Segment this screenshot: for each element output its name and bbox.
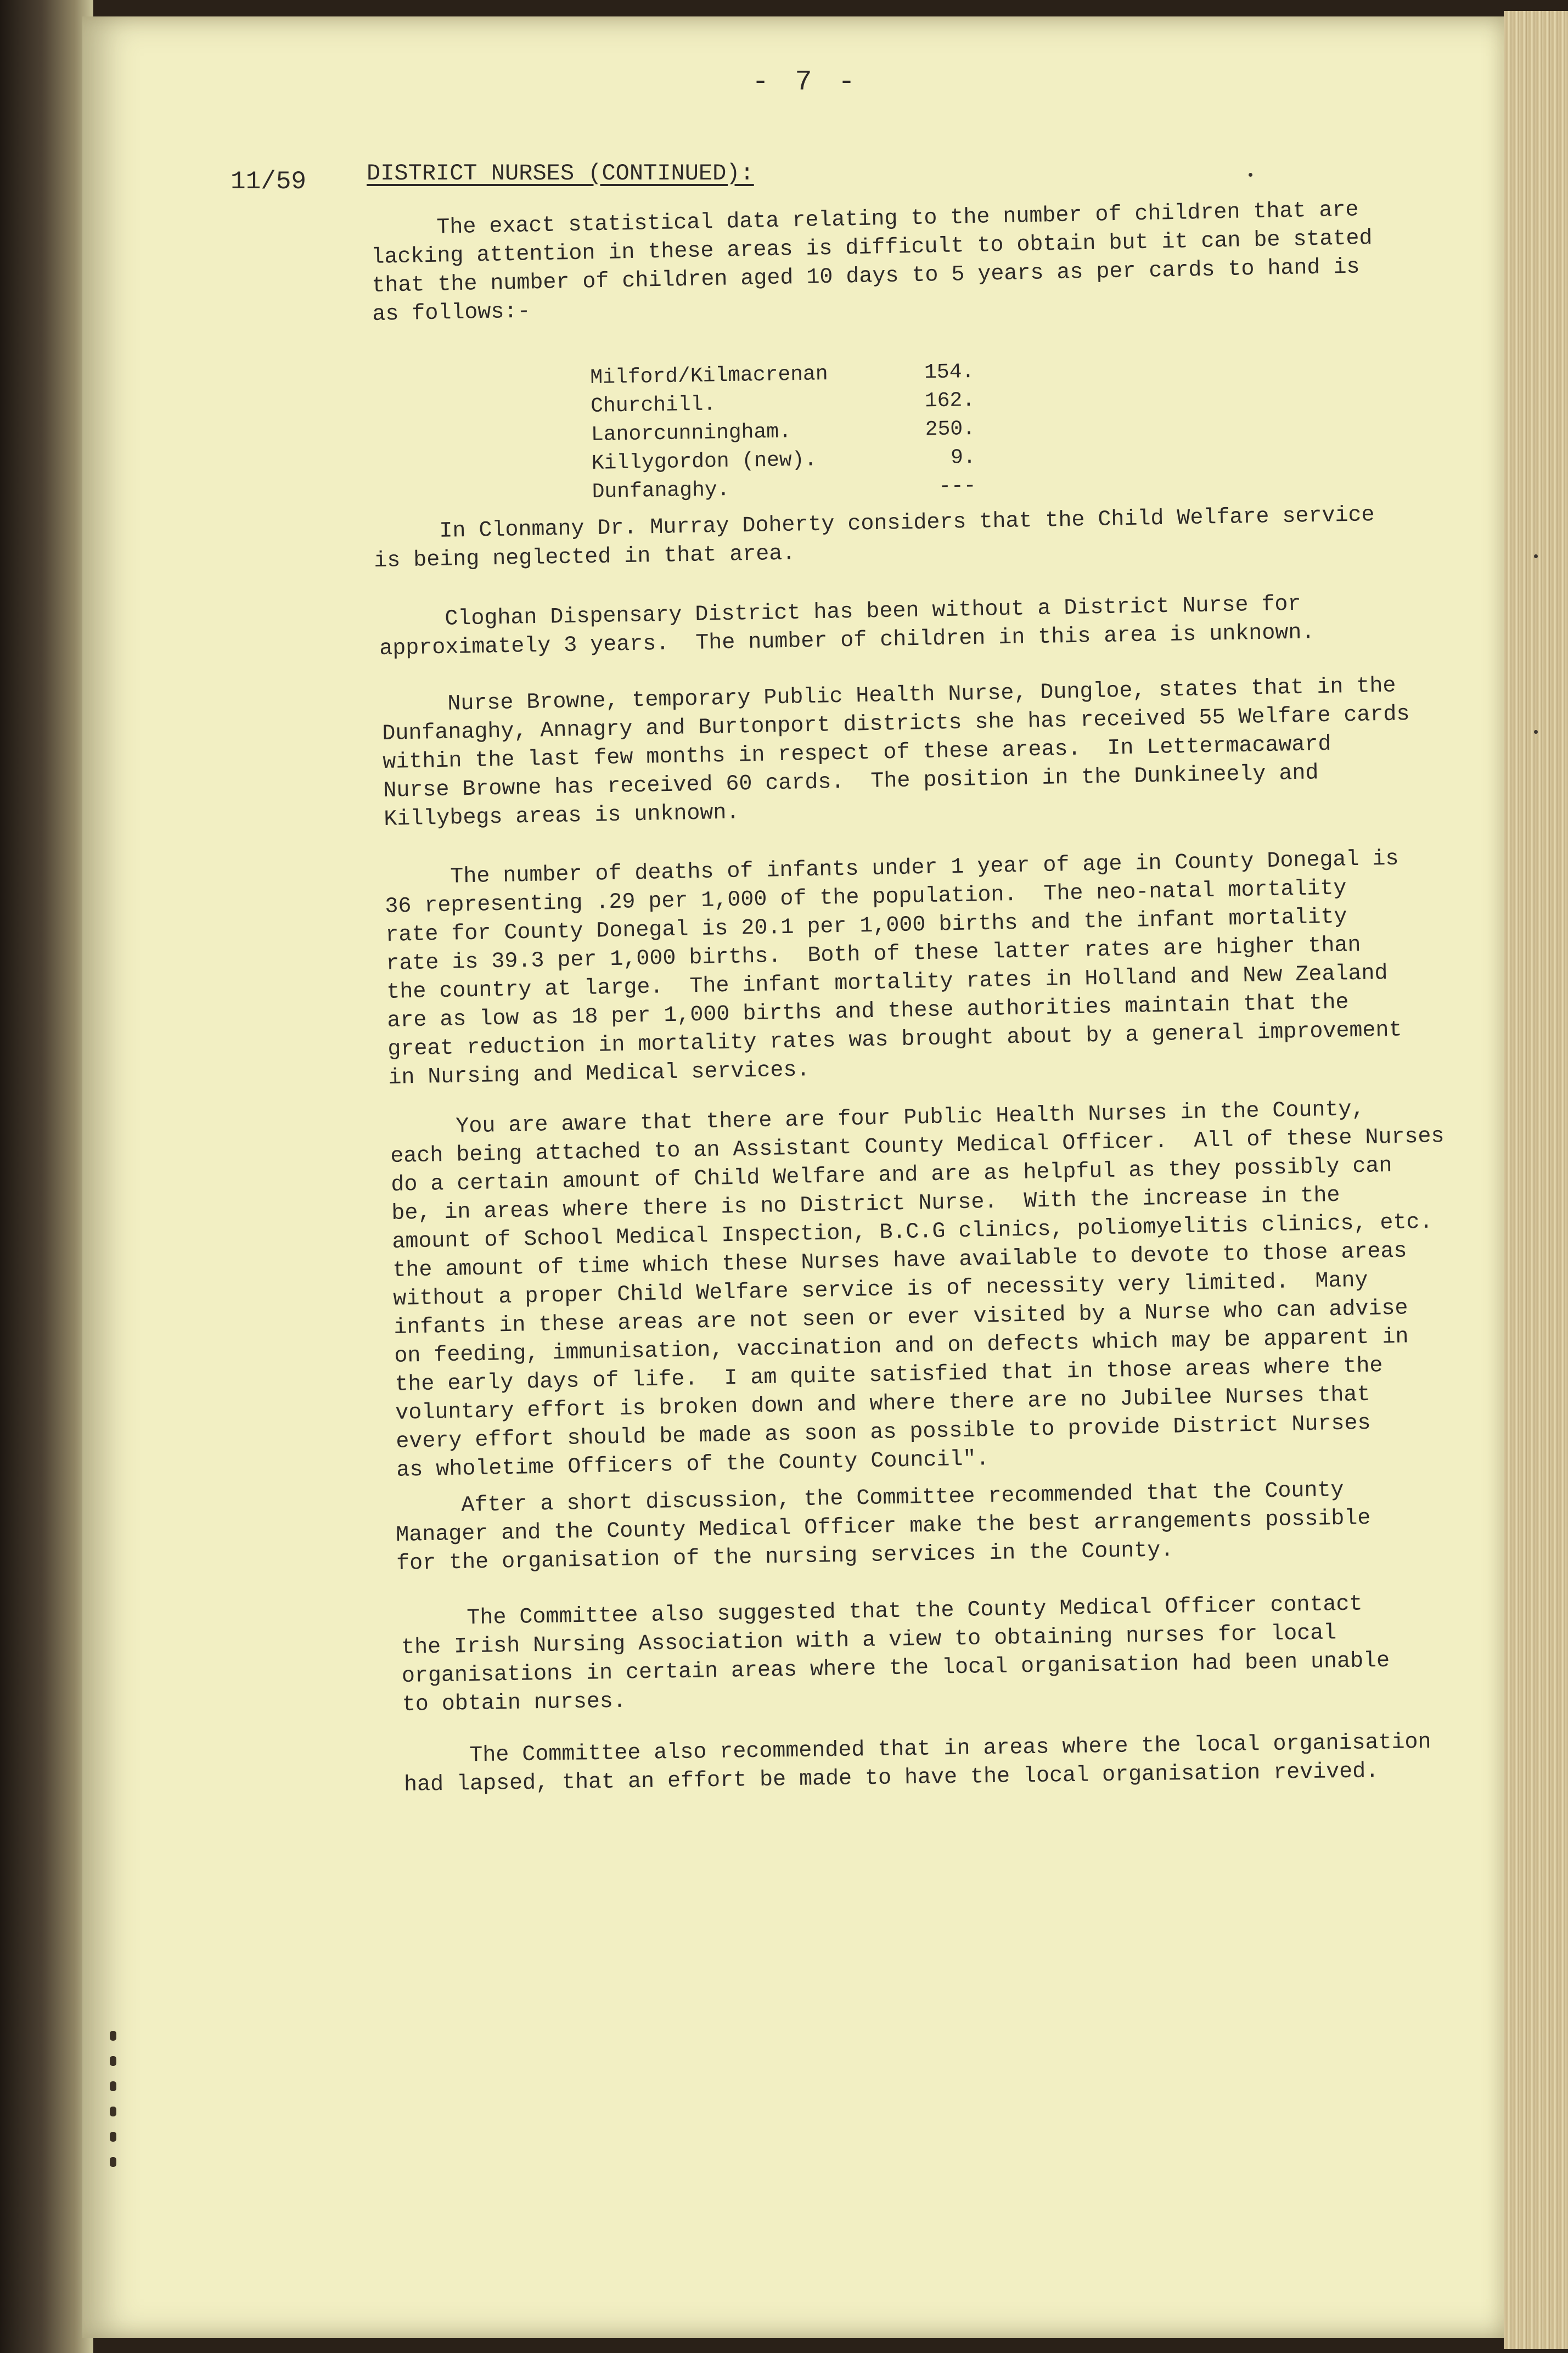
paragraph-public-health-nurses: You are aware that there are four Public Health Nurses in the County, each being attached to an Assistant County Medical Officer. All of these Nurses do a certain amount of Child Welfare and are as helpful as they possibly can be, in areas where there is no District Nurse. With the increase in the amount of School Medical Inspection, B.C.G clinics, poliomyelitis clinics, etc. the amount of time which these Nurses have available to devote to those areas without a proper Child Welfare service is of necessity very limited. Many infants in these areas are not seen or ever visited by a Nurse who can advise on feeding, immunisation, vaccination and on defects which may be apparent in the early days of life. I am quite satisfied that in those areas where the voluntary effort is broken down and where there are no Jubilee Nurses that every effort should be made as soon as possible to provide District Nurses as wholetime Officers of the County Council". bbox=[390, 1097, 1445, 1483]
ink-speck bbox=[1534, 730, 1538, 734]
section-heading: DISTRICT NURSES (CONTINUED): bbox=[367, 160, 754, 187]
paragraph-clonmany: In Clonmany Dr. Murray Doherty considers that the Child Welfare service is being neglected in that area. bbox=[373, 503, 1375, 574]
child-count: 162. bbox=[924, 388, 975, 413]
ink-speck bbox=[1534, 554, 1538, 558]
paragraph-committee-suggestion: The Committee also suggested that the County Medical Officer contact the Irish Nursing Association with a view to obtaining nurses for local organisations in certain areas where the local organisation had been unable to obtain nurses. bbox=[401, 1592, 1390, 1717]
book-binding bbox=[0, 0, 93, 2353]
paragraph-committee-revival: The Committee also recommended that in areas where the local organisation had lapsed, that an effort be made to have the local organisation revived. bbox=[403, 1729, 1431, 1798]
child-count: --- bbox=[938, 474, 976, 499]
area-name: Dunfanaghy. bbox=[592, 478, 730, 504]
ink-speck bbox=[1249, 173, 1252, 177]
child-count: 9. bbox=[950, 445, 976, 470]
child-count: 250. bbox=[925, 417, 976, 442]
area-name: Killygordon (new). bbox=[591, 448, 817, 475]
binding-stitch-marks bbox=[104, 2031, 126, 2305]
area-name: Churchill. bbox=[590, 392, 716, 418]
paragraph-infant-mortality: The number of deaths of infants under 1 year of age in County Donegal is 36 representing .29 per 1,000 of the population. The neo-natal mortality rate for County Donegal is 20.1 per 1,000 births and the infant mortality rate is 39.3 per 1,000 births. Both of these latter rates are higher than the country at large. The infant mortality rates in Holland and New Zealand are as low as 18 per 1,000 births and these authorities maintain that the great reduction in mortality rates was brought about by a general improvement in Nursing and Medical services. bbox=[384, 846, 1402, 1091]
paragraph-statistics-intro: The exact statistical data relating to the number of children that are lacking attention in these areas is difficult to obtain but it can be stated that the number of children aged 10 days to 5 years as per cards to hand is as follows:- bbox=[370, 198, 1373, 327]
page-number: - 7 - bbox=[752, 66, 860, 98]
paragraph-cloghan: Cloghan Dispensary District has been without a District Nurse for approximately 3 years. The number of children in this area is unknown. bbox=[379, 592, 1315, 661]
child-count: 154. bbox=[924, 360, 975, 385]
paragraph-committee-recommendation: After a short discussion, the Committee recommended that the County Manager and the County Medical Officer make the best arrangements possible for the organisation of the nursing services in the County. bbox=[395, 1478, 1371, 1576]
paragraph-nurse-browne: Nurse Browne, temporary Public Health Nurse, Dungloe, states that in the Dunfanaghy, Annagry and Burtonport districts she has received 55 Welfare cards within the last few months in respect of these areas. In Lettermacaward Nurse Browne has received 60 cards. The position in the Dunkineely and Killybegs areas is unknown. bbox=[381, 673, 1410, 832]
minute-reference: 11/59 bbox=[231, 167, 307, 196]
area-name: Lanorcunningham. bbox=[591, 420, 792, 447]
area-name: Milford/Kilmacrenan bbox=[590, 362, 828, 390]
children-count-table bbox=[590, 358, 987, 507]
